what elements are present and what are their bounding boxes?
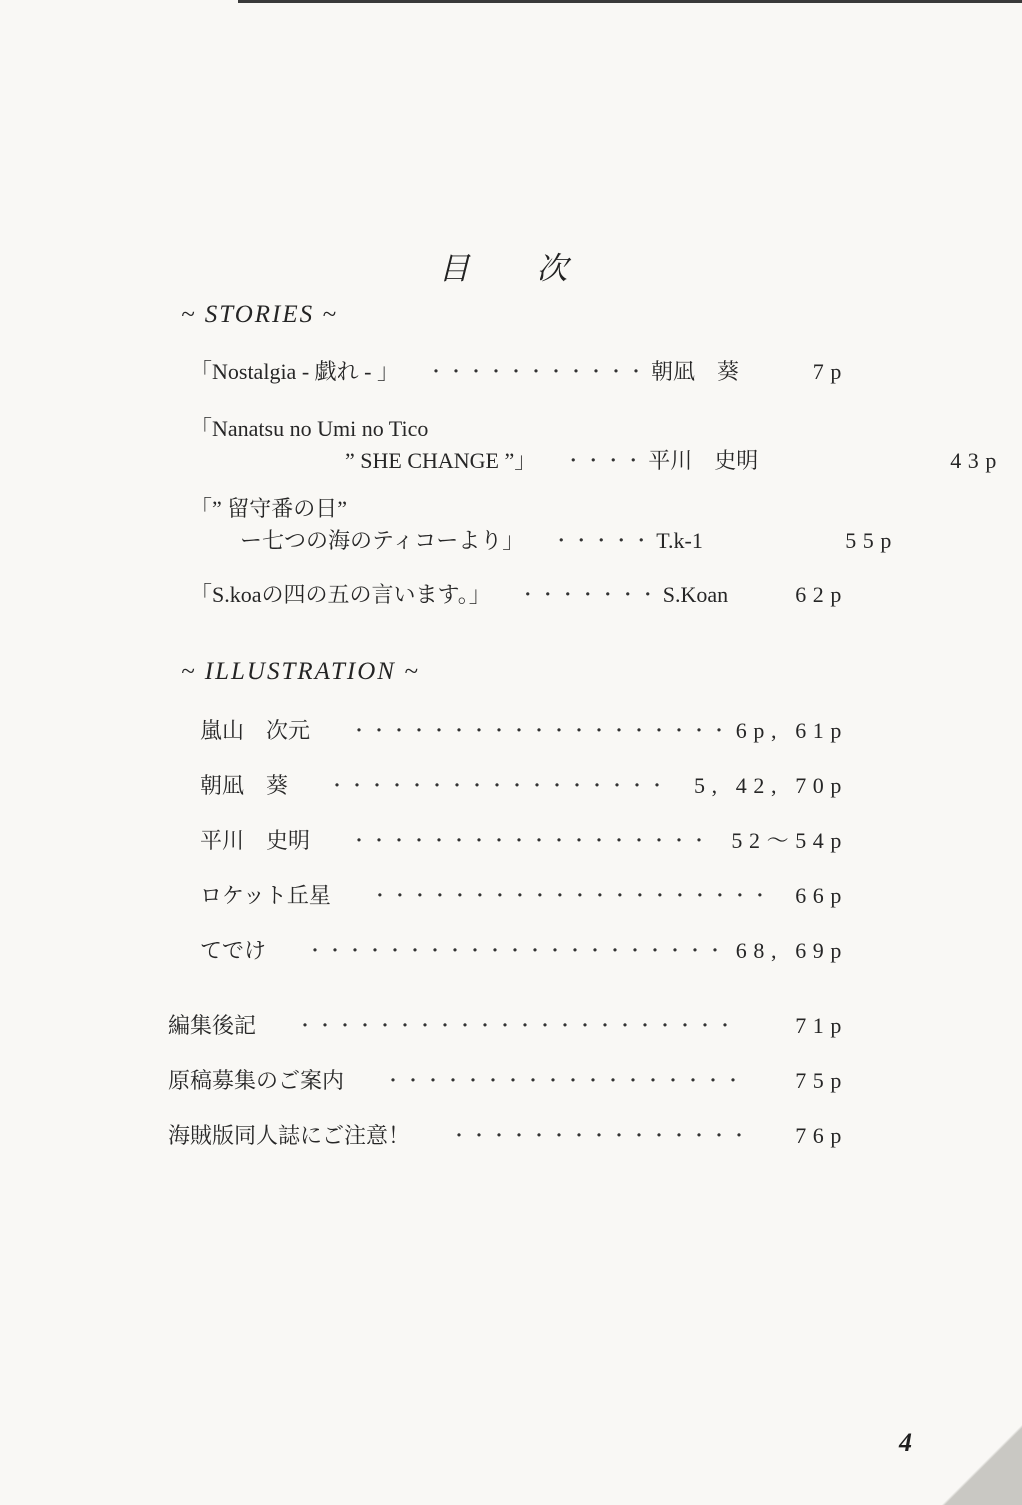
page-corner-shadow <box>927 1425 1022 1505</box>
misc-entry-label: 原稿募集のご案内 <box>168 1068 345 1093</box>
story-page-number: 43p <box>950 448 1003 473</box>
leader-dots: ・・・・・ <box>552 531 653 551</box>
illustration-page-numbers: 6p, 61p <box>735 718 848 743</box>
story-entry-nostalgia <box>190 357 848 387</box>
illustration-entry <box>200 771 848 801</box>
misc-page-number: 71p <box>795 1013 848 1038</box>
leader-dots: ・・・・・・・・・・・・・・・・・・ <box>384 1071 745 1091</box>
story-title-line2: ー七つの海のティコーより」 <box>240 528 525 553</box>
story-entry-tico-line1 <box>190 414 848 444</box>
leader-dots: ・・・・・・・ <box>518 585 659 605</box>
story-title-line1: 「” 留守番の日” <box>190 496 348 521</box>
misc-entry-label: 海賊版同人誌にご注意！ <box>168 1123 411 1148</box>
story-author: 朝凪 葵 <box>650 359 739 384</box>
illustrator-name: てでけ <box>200 938 267 963</box>
scan-artifact-top-line <box>238 0 1022 3</box>
story-entry-rusuban-line1 <box>190 494 848 524</box>
leader-dots: ・・・・・・・・・・・・・・・・・・ <box>350 831 711 851</box>
story-title: 「S.koaの四の五の言います。」 <box>190 582 491 607</box>
misc-page-number: 76p <box>795 1123 848 1148</box>
illustrator-name: 平川 史明 <box>200 828 311 853</box>
leader-dots: ・・・・・・・・・・・・・・・ <box>450 1126 751 1146</box>
leader-dots: ・・・・・・・・・・・・・・・・・・・・・ <box>306 941 727 961</box>
illustrator-name: 嵐山 次元 <box>200 718 311 743</box>
illustration-page-numbers: 68, 69p <box>735 938 848 963</box>
illustration-entry <box>200 826 848 856</box>
story-entry-rusuban-line2 <box>190 526 898 556</box>
page-title: 目 次 <box>438 251 586 286</box>
misc-page-number: 75p <box>795 1068 848 1093</box>
leader-dots: ・・・・・・・・・・・ <box>426 362 647 382</box>
illustration-entry <box>200 881 848 911</box>
story-title: 「Nostalgia - 戯れ - 」 <box>190 359 399 384</box>
story-entry-tico-line2 <box>190 446 1003 476</box>
illustration-entry <box>200 716 848 746</box>
folio-page-number: 4 <box>899 1428 912 1457</box>
story-author: S.Koan <box>662 582 729 607</box>
story-title-line2: ” SHE CHANGE ”」 <box>345 448 537 473</box>
leader-dots: ・・・・・・・・・・・・・・・・・・・・・・ <box>296 1016 737 1036</box>
leader-dots: ・・・・・・・・・・・・・・・・・ <box>328 776 669 796</box>
leader-dots: ・・・・・・・・・・・・・・・・・・・・ <box>370 886 771 906</box>
misc-entry-afterword <box>168 1011 848 1041</box>
story-page-number: 7p <box>812 359 848 384</box>
illustration-page-numbers: 52～54p <box>731 828 848 853</box>
illustration-section-heading: ~ ILLUSTRATION ~ <box>181 658 420 685</box>
story-author: T.k-1 <box>656 528 703 553</box>
story-entry-skoa <box>190 580 848 610</box>
illustration-page-numbers: 5, 42, 70p <box>694 773 848 798</box>
leader-dots: ・・・・・・・・・・・・・・・・・・・ <box>350 721 731 741</box>
story-title-line1: 「Nanatsu no Umi no Tico <box>190 416 429 441</box>
illustrator-name: ロケット丘星 <box>200 883 331 908</box>
story-page-number: 62p <box>795 582 848 607</box>
story-page-number: 55p <box>845 528 898 553</box>
illustration-entry <box>200 936 848 966</box>
misc-entry-submissions <box>168 1066 848 1096</box>
story-author: 平川 史明 <box>648 448 759 473</box>
illustration-page-numbers: 66p <box>795 883 848 908</box>
leader-dots: ・・・・ <box>564 451 645 471</box>
illustrator-name: 朝凪 葵 <box>200 773 289 798</box>
misc-entry-label: 編集後記 <box>168 1013 257 1038</box>
stories-section-heading: ~ STORIES ~ <box>181 301 338 328</box>
misc-entry-piracy-warning <box>168 1121 848 1151</box>
